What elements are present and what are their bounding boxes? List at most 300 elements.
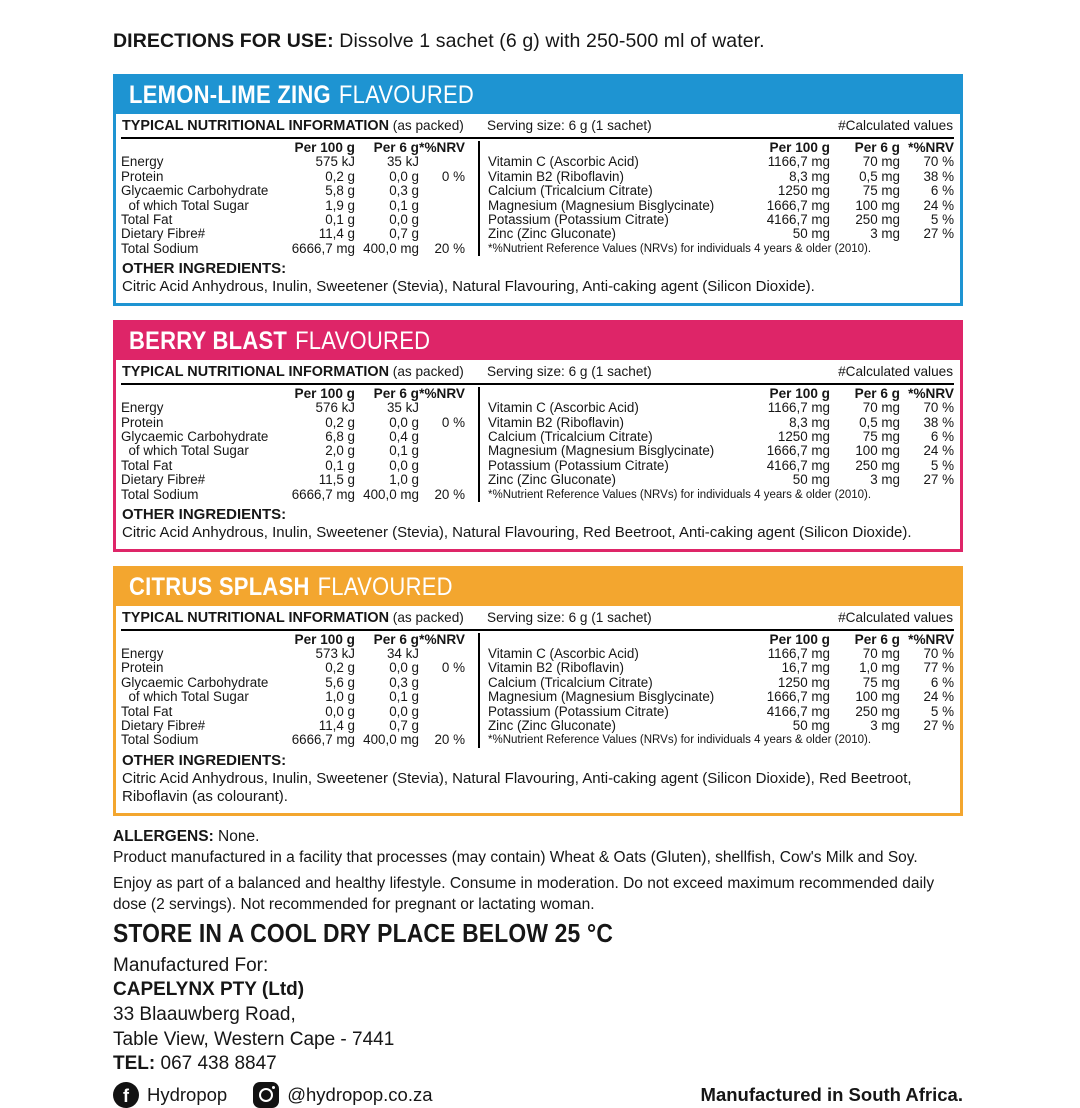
- nutrient-label: Total Sodium: [121, 732, 199, 748]
- value-nrv: 27 %: [923, 472, 954, 488]
- value-per100: 4166,7 mg: [766, 703, 830, 719]
- value-per6: 100 mg: [855, 443, 900, 459]
- flavour-qualifier: FLAVOURED: [338, 81, 475, 109]
- nutrient-label: Potassium (Potassium Citrate): [488, 703, 669, 719]
- table-title-row: [121, 608, 954, 631]
- value-per6: 35 kJ: [386, 154, 419, 170]
- value-per6: 3 mg: [870, 472, 900, 488]
- nrv-footnote: *%Nutrient Reference Values (NRVs) for individuals 4 years & older (2010).: [488, 242, 872, 255]
- nutrient-row: [121, 473, 465, 487]
- column-header-row: [121, 141, 465, 155]
- value-nrv: [419, 459, 465, 473]
- manufacturer-block: [113, 954, 963, 1077]
- value-per100: 50 mg: [792, 226, 830, 242]
- table-title-text: TYPICAL NUTRITIONAL INFORMATION: [122, 609, 390, 626]
- value-per6: 0,0 g: [389, 414, 419, 430]
- value-nrv: [419, 155, 465, 169]
- nutrient-row: [488, 155, 954, 169]
- value-per6: 0,7 g: [389, 226, 419, 242]
- nutrient-label: Calcium (Tricalcium Citrate): [488, 674, 653, 690]
- flavour-header: [116, 569, 960, 606]
- micro-nutrient-table: [480, 387, 954, 502]
- flavour-panel: [113, 74, 963, 306]
- nutrient-row: [488, 661, 954, 675]
- value-nrv: 24 %: [923, 443, 954, 459]
- value-nrv: 6 %: [930, 428, 954, 444]
- flavour-panel: [113, 320, 963, 552]
- nutrient-label: Total Sodium: [121, 240, 199, 256]
- col-per6: Per 6 g: [373, 385, 419, 401]
- value-per6: 0,1 g: [389, 197, 419, 213]
- nutrient-label: Vitamin C (Ascorbic Acid): [488, 645, 639, 661]
- other-ingredients-label: OTHER INGREDIENTS:: [122, 260, 287, 278]
- calculated-values-note: #Calculated values: [838, 363, 953, 379]
- value-nrv: [419, 690, 465, 704]
- nutrient-row: [121, 733, 465, 747]
- micro-nutrient-table: [480, 633, 954, 748]
- value-per6: 0,3 g: [389, 674, 419, 690]
- value-per6: 34 kJ: [386, 645, 419, 661]
- flavour-title: [129, 327, 430, 356]
- value-nrv: [419, 401, 465, 415]
- value-per100: 575 kJ: [315, 154, 355, 170]
- value-nrv: 27 %: [923, 226, 954, 242]
- nutrition-tables: [121, 631, 954, 748]
- serving-size: Serving size: 6 g (1 sachet): [487, 609, 652, 625]
- other-ingredients-section: [121, 748, 954, 807]
- column-header-row: [488, 633, 954, 647]
- nutrient-row: [488, 199, 954, 213]
- value-per6: 1,0 mg: [859, 660, 900, 676]
- col-per6: Per 6 g: [854, 140, 900, 155]
- nutrient-row: [488, 719, 954, 733]
- col-nrv: *%NRV: [908, 140, 954, 155]
- column-spacer: [121, 633, 281, 647]
- phone-line: [113, 1052, 963, 1077]
- value-per100: 5,6 g: [325, 674, 355, 690]
- nutrient-label: Total Fat: [121, 457, 173, 473]
- value-nrv: 38 %: [923, 168, 954, 184]
- value-nrv: 0 %: [441, 660, 465, 676]
- value-per6: 0,0 g: [389, 168, 419, 184]
- nrv-footnote: *%Nutrient Reference Values (NRVs) for individuals 4 years & older (2010).: [488, 734, 872, 747]
- value-per6: 0,1 g: [389, 443, 419, 459]
- other-ingredients-label: OTHER INGREDIENTS:: [122, 506, 287, 523]
- nutrient-label: Total Fat: [121, 212, 173, 228]
- value-nrv: [419, 647, 465, 661]
- value-per100: 0,1 g: [325, 212, 355, 228]
- tel-label: TEL:: [113, 1053, 156, 1075]
- column-spacer: [121, 387, 281, 401]
- nutrient-row: [488, 444, 954, 458]
- nutrient-row: [121, 661, 465, 675]
- col-nrv: *%NRV: [908, 385, 954, 401]
- value-nrv: [419, 213, 465, 227]
- nutrient-row: [488, 647, 954, 661]
- table-title-row: [121, 116, 954, 139]
- nutrient-row: [121, 227, 465, 241]
- nutrient-label: Dietary Fibre#: [121, 717, 206, 733]
- nutrient-label: Magnesium (Magnesium Bisglycinate): [488, 197, 715, 213]
- directions-label: DIRECTIONS FOR USE:: [113, 30, 334, 52]
- nutrient-label: Zinc (Zinc Gluconate): [488, 472, 616, 488]
- column-header-row: [488, 141, 954, 155]
- nutrient-label: Vitamin C (Ascorbic Acid): [488, 154, 639, 170]
- nutrient-row: [121, 488, 465, 502]
- nutrient-label: Energy: [121, 154, 164, 170]
- value-per6: 70 mg: [862, 400, 900, 416]
- nutrient-row: [488, 401, 954, 415]
- nutrient-row: [488, 430, 954, 444]
- value-per6: 400,0 mg: [363, 486, 419, 502]
- col-per100: Per 100 g: [294, 385, 355, 401]
- nutrient-row: [488, 170, 954, 184]
- other-ingredients-section: [121, 502, 954, 543]
- value-nrv: 77 %: [923, 660, 954, 676]
- value-per6: 0,4 g: [389, 428, 419, 444]
- nutrient-row: [121, 416, 465, 430]
- flavour-name: CITRUS SPLASH: [129, 572, 310, 601]
- value-per6: 0,7 g: [389, 717, 419, 733]
- value-nrv: 27 %: [923, 717, 954, 733]
- value-per6: 250 mg: [855, 703, 900, 719]
- value-per6: 400,0 mg: [363, 732, 419, 748]
- value-per6: 3 mg: [870, 226, 900, 242]
- other-ingredients-text: Citric Acid Anhydrous, Inulin, Sweetener (Stevia), Natural Flavouring, Anti-caking agent (Silicon Dioxide).: [122, 278, 815, 296]
- value-per100: 1666,7 mg: [766, 443, 830, 459]
- allergens-value: None.: [213, 827, 260, 845]
- value-nrv: 70 %: [923, 154, 954, 170]
- value-nrv: [419, 430, 465, 444]
- flavour-title: [129, 573, 453, 602]
- flavour-name: BERRY BLAST: [129, 326, 288, 355]
- allergens-section: [113, 826, 963, 915]
- tel-number: 067 438 8847: [155, 1053, 277, 1075]
- value-nrv: 70 %: [923, 400, 954, 416]
- facebook-icon: [113, 1082, 139, 1108]
- nutrition-tables: [121, 139, 954, 256]
- value-nrv: 0 %: [441, 168, 465, 184]
- table-title: [122, 364, 481, 380]
- value-per100: 0,2 g: [325, 168, 355, 184]
- value-per6: 0,0 g: [389, 457, 419, 473]
- value-per6: 0,5 mg: [859, 414, 900, 430]
- value-nrv: [419, 676, 465, 690]
- nutrient-label: Potassium (Potassium Citrate): [488, 212, 669, 228]
- value-per6: 250 mg: [855, 457, 900, 473]
- nutrient-row: [121, 213, 465, 227]
- value-per6: 0,1 g: [389, 689, 419, 705]
- value-nrv: 6 %: [930, 674, 954, 690]
- directions-line: [113, 30, 963, 53]
- value-per100: 1250 mg: [777, 674, 830, 690]
- panel-body: [116, 606, 960, 813]
- col-per100: Per 100 g: [769, 631, 830, 647]
- value-per6: 3 mg: [870, 717, 900, 733]
- value-per100: 8,3 mg: [789, 414, 830, 430]
- nutrient-row: [488, 184, 954, 198]
- other-ingredients-text: Citric Acid Anhydrous, Inulin, Sweetener (Stevia), Natural Flavouring, Anti-caking agent (Silicon Dioxide), Red Beetroot, Riboflavin (as colourant).: [122, 769, 912, 806]
- allergens-label: ALLERGENS:: [113, 827, 214, 845]
- value-nrv: 20 %: [434, 732, 465, 748]
- nutrient-row: [121, 459, 465, 473]
- table-title: [122, 610, 481, 626]
- value-per100: 0,1 g: [325, 457, 355, 473]
- value-per6: 100 mg: [855, 689, 900, 705]
- value-nrv: 5 %: [930, 703, 954, 719]
- storage-text: STORE IN A COOL DRY PLACE BELOW 25 °C: [113, 917, 614, 948]
- nutrient-label: Glycaemic Carbohydrate: [121, 183, 269, 199]
- nutrient-label: Protein: [121, 414, 164, 430]
- nutrient-row: [488, 416, 954, 430]
- calculated-values-note: #Calculated values: [838, 118, 953, 133]
- value-per100: 1,9 g: [325, 197, 355, 213]
- flavour-qualifier: FLAVOURED: [295, 326, 431, 355]
- value-per100: 0,2 g: [325, 660, 355, 676]
- value-per100: 1,0 g: [325, 689, 355, 705]
- other-ingredients-text: Citric Acid Anhydrous, Inulin, Sweetener (Stevia), Natural Flavouring, Red Beetroot, Anti-caking agent (Silicon Dioxide).: [122, 524, 912, 541]
- nutrient-row: [121, 705, 465, 719]
- value-per6: 400,0 mg: [363, 240, 419, 256]
- micro-nutrient-table: [480, 141, 954, 256]
- col-per6: Per 6 g: [373, 631, 419, 647]
- flavour-qualifier: FLAVOURED: [317, 572, 453, 601]
- nutrient-label: Potassium (Potassium Citrate): [488, 457, 669, 473]
- value-per6: 75 mg: [862, 183, 900, 199]
- footer-row: [113, 1082, 963, 1108]
- nutrient-label: Calcium (Tricalcium Citrate): [488, 428, 653, 444]
- value-nrv: [419, 473, 465, 487]
- value-nrv: [419, 184, 465, 198]
- consumption-advice: Enjoy as part of a balanced and healthy lifestyle. Consume in moderation. Do not exceed maximum recommended daily dose (2 servings). Not recommended for pregnant or lactating woman.: [113, 874, 935, 913]
- flavour-header: [116, 77, 960, 114]
- nutrient-row: [121, 401, 465, 415]
- nutrient-label: Protein: [121, 660, 164, 676]
- flavour-panel: [113, 566, 963, 816]
- column-spacer: [488, 387, 734, 401]
- nutrient-row: [121, 242, 465, 256]
- value-per100: 2,0 g: [325, 443, 355, 459]
- value-nrv: 0 %: [441, 414, 465, 430]
- flavour-title: [129, 81, 474, 110]
- allergens-line: [113, 826, 963, 847]
- table-title-text: TYPICAL NUTRITIONAL INFORMATION: [122, 118, 390, 134]
- col-per6: Per 6 g: [854, 631, 900, 647]
- col-nrv: *%NRV: [419, 631, 465, 647]
- value-per100: 6,8 g: [325, 428, 355, 444]
- serving-size: Serving size: 6 g (1 sachet): [487, 363, 652, 379]
- panel-body: [116, 360, 960, 549]
- col-per6: Per 6 g: [373, 140, 419, 155]
- nutrient-label: Total Fat: [121, 703, 173, 719]
- flavour-header: [116, 323, 960, 360]
- storage-instruction: [113, 918, 963, 949]
- column-spacer: [488, 633, 734, 647]
- nutrient-label: Zinc (Zinc Gluconate): [488, 717, 616, 733]
- nutrient-label: of which Total Sugar: [121, 689, 249, 705]
- nutrient-row: [121, 430, 465, 444]
- value-per6: 75 mg: [862, 428, 900, 444]
- panel-body: [116, 114, 960, 303]
- table-title-row: [121, 362, 954, 385]
- nutrient-row: [121, 690, 465, 704]
- nutrient-label: Energy: [121, 645, 164, 661]
- value-per6: 100 mg: [855, 197, 900, 213]
- other-ingredients-label: OTHER INGREDIENTS:: [122, 751, 287, 769]
- nutrient-label: of which Total Sugar: [121, 443, 249, 459]
- column-spacer: [488, 141, 734, 155]
- nutrient-row: [488, 227, 954, 241]
- instagram-handle: @hydropop.co.za: [287, 1083, 433, 1105]
- nutrient-row: [488, 705, 954, 719]
- col-nrv: *%NRV: [908, 631, 954, 647]
- col-nrv: *%NRV: [419, 140, 465, 155]
- value-nrv: 20 %: [434, 486, 465, 502]
- nutrient-row: [488, 473, 954, 487]
- value-per100: 8,3 mg: [789, 168, 830, 184]
- serving-size: Serving size: 6 g (1 sachet): [487, 118, 652, 133]
- directions-text: Dissolve 1 sachet (6 g) with 250-500 ml of water.: [333, 30, 765, 52]
- column-header-row: [121, 633, 465, 647]
- nutrient-label: Dietary Fibre#: [121, 472, 206, 488]
- macro-nutrient-table: [121, 141, 480, 256]
- flavour-name: LEMON-LIME ZING: [129, 81, 331, 109]
- nutrient-row: [121, 170, 465, 184]
- col-per6: Per 6 g: [854, 385, 900, 401]
- value-per6: 0,3 g: [389, 183, 419, 199]
- value-nrv: 70 %: [923, 645, 954, 661]
- value-nrv: [419, 444, 465, 458]
- value-per6: 0,0 g: [389, 660, 419, 676]
- nutrient-label: Vitamin B2 (Riboflavin): [488, 168, 624, 184]
- col-nrv: *%NRV: [419, 385, 465, 401]
- column-header-row: [488, 387, 954, 401]
- value-nrv: 6 %: [930, 183, 954, 199]
- value-per100: 0,0 g: [325, 703, 355, 719]
- col-per100: Per 100 g: [294, 140, 355, 155]
- col-per100: Per 100 g: [294, 631, 355, 647]
- value-per100: 4166,7 mg: [766, 457, 830, 473]
- calculated-values-note: #Calculated values: [838, 609, 953, 625]
- nutrient-label: Vitamin B2 (Riboflavin): [488, 660, 624, 676]
- value-nrv: [419, 705, 465, 719]
- value-per100: 1166,7 mg: [767, 645, 830, 661]
- as-packed-note: (as packed): [389, 363, 464, 379]
- value-per100: 0,2 g: [325, 414, 355, 430]
- nutrient-label: Zinc (Zinc Gluconate): [488, 226, 616, 242]
- value-per100: 1250 mg: [777, 428, 830, 444]
- nutrient-row: [121, 184, 465, 198]
- nutrient-label: of which Total Sugar: [121, 197, 249, 213]
- value-nrv: 38 %: [923, 414, 954, 430]
- nutrient-row: [121, 647, 465, 661]
- value-nrv: [419, 199, 465, 213]
- table-title-text: TYPICAL NUTRITIONAL INFORMATION: [122, 363, 390, 380]
- nutrient-label: Total Sodium: [121, 486, 199, 502]
- value-per100: 50 mg: [792, 717, 830, 733]
- nutrient-label: Energy: [121, 400, 164, 416]
- value-per6: 70 mg: [862, 154, 900, 170]
- value-per100: 6666,7 mg: [291, 240, 355, 256]
- value-nrv: [419, 719, 465, 733]
- value-nrv: 24 %: [923, 197, 954, 213]
- as-packed-note: (as packed): [389, 118, 464, 133]
- table-title: [122, 118, 481, 134]
- value-per6: 1,0 g: [389, 472, 419, 488]
- address-line-1: 33 Blaauwberg Road,: [113, 1003, 296, 1025]
- value-per100: 11,5 g: [318, 472, 355, 488]
- value-per6: 0,0 g: [389, 212, 419, 228]
- value-nrv: 5 %: [930, 212, 954, 228]
- value-per100: 50 mg: [792, 472, 830, 488]
- value-per100: 573 kJ: [315, 645, 355, 661]
- value-per100: 1166,7 mg: [767, 400, 830, 416]
- facility-note: Product manufactured in a facility that processes (may contain) Wheat & Oats (Gluten), shellfish, Cow's Milk and Soy.: [113, 848, 918, 866]
- nutrient-label: Dietary Fibre#: [121, 226, 206, 242]
- nutrient-label: Vitamin C (Ascorbic Acid): [488, 400, 639, 416]
- column-header-row: [121, 387, 465, 401]
- value-per6: 0,5 mg: [859, 168, 900, 184]
- nutrient-label: Glycaemic Carbohydrate: [121, 674, 269, 690]
- value-per100: 1166,7 mg: [767, 154, 830, 170]
- nutrient-row: [488, 690, 954, 704]
- column-spacer: [121, 141, 281, 155]
- address-line-2: Table View, Western Cape - 7441: [113, 1028, 395, 1050]
- nutrient-row: [121, 155, 465, 169]
- nrv-footnote: *%Nutrient Reference Values (NRVs) for individuals 4 years & older (2010).: [488, 488, 872, 501]
- value-per100: 6666,7 mg: [291, 732, 355, 748]
- manufactured-for-label: Manufactured For:: [113, 954, 269, 976]
- nutrient-label: Protein: [121, 168, 164, 184]
- as-packed-note: (as packed): [389, 609, 464, 625]
- nutrient-label: Magnesium (Magnesium Bisglycinate): [488, 443, 715, 459]
- nutrient-row: [488, 676, 954, 690]
- company-name: CAPELYNX PTY (Ltd): [113, 979, 305, 1001]
- col-per100: Per 100 g: [769, 140, 830, 155]
- macro-nutrient-table: [121, 633, 480, 748]
- value-per100: 576 kJ: [315, 400, 355, 416]
- value-per100: 16,7 mg: [781, 660, 830, 676]
- value-per6: 35 kJ: [386, 400, 419, 416]
- nutrient-row: [121, 444, 465, 458]
- value-per6: 250 mg: [855, 212, 900, 228]
- value-per6: 75 mg: [862, 674, 900, 690]
- value-nrv: 20 %: [434, 240, 465, 256]
- macro-nutrient-table: [121, 387, 480, 502]
- nutrient-row: [121, 199, 465, 213]
- nutrient-row: [488, 213, 954, 227]
- value-per100: 1666,7 mg: [766, 689, 830, 705]
- value-per100: 5,8 g: [325, 183, 355, 199]
- made-in-text: Manufactured in South Africa.: [700, 1083, 963, 1105]
- value-per100: 1666,7 mg: [766, 197, 830, 213]
- other-ingredients-section: [121, 256, 954, 297]
- value-per100: 11,4 g: [318, 226, 355, 242]
- nutrition-tables: [121, 385, 954, 502]
- instagram-icon: [253, 1082, 279, 1108]
- value-per100: 11,4 g: [318, 717, 355, 733]
- facebook-handle: Hydropop: [147, 1083, 228, 1105]
- value-nrv: 5 %: [930, 457, 954, 473]
- value-per100: 1250 mg: [777, 183, 830, 199]
- col-per100: Per 100 g: [769, 385, 830, 401]
- nutrient-label: Glycaemic Carbohydrate: [121, 428, 269, 444]
- value-nrv: 24 %: [923, 689, 954, 705]
- value-per6: 70 mg: [862, 645, 900, 661]
- value-per100: 4166,7 mg: [766, 212, 830, 228]
- nutrient-row: [488, 459, 954, 473]
- nutrient-label: Calcium (Tricalcium Citrate): [488, 183, 653, 199]
